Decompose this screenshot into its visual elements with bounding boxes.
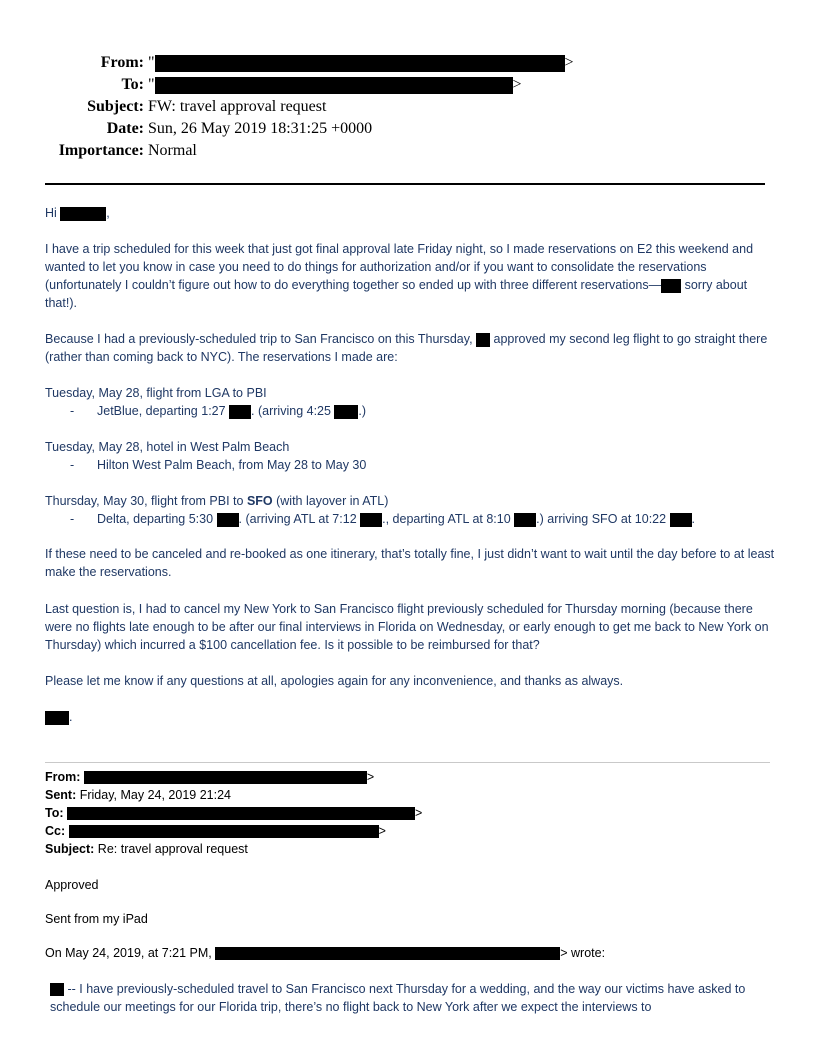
- to-bracket: >: [512, 76, 522, 93]
- redaction-block: [67, 807, 415, 820]
- fwd-subject-label: Subject:: [45, 842, 95, 856]
- reservation-1-title: Tuesday, May 28, flight from LGA to PBI: [45, 386, 267, 400]
- r1-end: .): [358, 404, 367, 418]
- paragraph-5: Please let me know if any questions at all, apologies again for any inconvenience, and thanks as always.: [45, 674, 624, 688]
- header-divider: [45, 183, 765, 185]
- reservation-3: [45, 492, 775, 528]
- bullet-dash: -: [70, 404, 75, 418]
- reservation-1-item: [45, 402, 775, 420]
- greeting: [45, 204, 775, 222]
- redaction-block: [215, 947, 560, 960]
- fwd-from-row: [45, 768, 770, 786]
- on-date-line: [45, 944, 770, 962]
- paragraph-4: Last question is, I had to cancel my New York to San Francisco flight previously scheduled for Thursday morning (because there were no flights late enough to be after our final interviews in Florida on Wednesday, or early enough to get me back to New York on Thursday) which incurred a $100 cancellation fee. Is it possible to be reimbursed for that?: [45, 602, 769, 652]
- signature-period: .: [69, 710, 73, 724]
- fwd-cc-bracket: >: [378, 824, 386, 838]
- redaction-block: [670, 513, 692, 527]
- greeting-comma: ,: [106, 206, 110, 220]
- redaction-block: [514, 513, 536, 527]
- paragraph-1-text: I have a trip scheduled for this week that just got final approval late Friday night, so I made reservations on E2 this weekend and wanted to let you know in case you need to do things for authorization and/or if you want to consolidate the reservations (unfortunately I couldn’t figure out how to do everything together so ended up with three different reservations—: [45, 242, 754, 292]
- r3-end: .: [691, 512, 696, 526]
- fwd-cc-label: Cc:: [45, 824, 66, 838]
- forward-separator: [45, 762, 770, 763]
- fwd-from-label: From:: [45, 770, 81, 784]
- fwd-from-bracket: >: [366, 770, 375, 784]
- fwd-subject-row: [45, 840, 770, 858]
- reservation-2-title: Tuesday, May 28, hotel in West Palm Beach: [45, 440, 290, 454]
- fwd-sent-value: Friday, May 24, 2019 21:24: [79, 788, 231, 802]
- bullet-dash: -: [70, 512, 75, 526]
- from-quote: ": [148, 54, 155, 71]
- redaction-block: [155, 77, 513, 94]
- header-from-row: [0, 52, 816, 74]
- r3-sfo-bold: SFO: [246, 494, 273, 508]
- to-value: [148, 74, 522, 96]
- r3-depart: Delta, departing 5:30: [97, 512, 217, 526]
- header-importance-row: [0, 140, 816, 162]
- fwd-sent-row: [45, 786, 770, 804]
- redaction-block: [476, 333, 490, 347]
- header-subject-row: [0, 96, 816, 118]
- header-to-row: [0, 74, 816, 96]
- reservation-2-item: [45, 456, 775, 474]
- header-date-row: [0, 118, 816, 140]
- paragraph-3: If these need to be canceled and re-booked as one itinerary, that’s totally fine, I just didn’t want to wait until the day before to at least make the reservations.: [45, 547, 775, 579]
- r3-title-end: (with layover in ATL): [272, 494, 389, 508]
- paragraph-2-end: approved my second leg flight to go straight there (rather than coming back to NYC). The reservations I made are:: [45, 332, 768, 364]
- fwd-sent-label: Sent:: [45, 788, 77, 802]
- redaction-block: [360, 513, 382, 527]
- date-label: Date:: [106, 120, 144, 137]
- r3-depart-atl: ., departing ATL at 8:10: [382, 512, 515, 526]
- from-bracket: >: [564, 54, 574, 71]
- reservation-2: [45, 438, 775, 474]
- forwarded-header: [45, 768, 770, 962]
- quoted-message: [50, 980, 770, 1016]
- fwd-to-bracket: >: [415, 806, 423, 820]
- to-label: To:: [121, 76, 144, 93]
- from-value: [148, 52, 574, 74]
- fwd-to-row: [45, 804, 770, 822]
- r3-arrive-sfo: .) arriving SFO at 10:22: [536, 512, 670, 526]
- redaction-block: [84, 771, 367, 784]
- redaction-block: [60, 207, 106, 221]
- approved-text: Approved: [45, 878, 99, 892]
- email-header: [0, 52, 816, 162]
- importance-label: Importance:: [58, 142, 144, 159]
- redaction-block: [50, 983, 64, 996]
- redaction-block: [229, 405, 251, 419]
- r3-title-text: Thursday, May 30, flight from PBI to: [45, 494, 247, 508]
- redaction-block: [45, 711, 69, 725]
- paragraph-2: [45, 330, 775, 366]
- redaction-block: [661, 279, 681, 293]
- fwd-subject-value: Re: travel approval request: [97, 842, 248, 856]
- greeting-text: Hi: [45, 206, 57, 220]
- sent-from-text: Sent from my iPad: [45, 912, 148, 926]
- redaction-block: [155, 55, 565, 72]
- paragraph-2-text: Because I had a previously-scheduled trip to San Francisco on this Thursday,: [45, 332, 477, 346]
- bullet-dash: -: [70, 458, 75, 472]
- subject-value: FW: travel approval request: [148, 98, 327, 115]
- r3-arrive-atl: . (arriving ATL at 7:12: [238, 512, 361, 526]
- r1-depart: JetBlue, departing 1:27: [97, 404, 230, 418]
- reservation-1: [45, 384, 775, 420]
- reservation-3-item: [45, 510, 775, 528]
- importance-value: Normal: [148, 142, 197, 159]
- redaction-block: [217, 513, 239, 527]
- r1-arrive: . (arriving 4:25: [251, 404, 335, 418]
- date-value: Sun, 26 May 2019 18:31:25 +0000: [148, 120, 373, 137]
- paragraph-1-end: sorry about that!).: [45, 278, 748, 310]
- from-label: From:: [100, 54, 144, 71]
- subject-label: Subject:: [87, 98, 144, 115]
- on-date-text: On May 24, 2019, at 7:21 PM,: [45, 946, 212, 960]
- r2-hotel: Hilton West Palm Beach, from May 28 to May 30: [97, 458, 367, 472]
- fwd-to-label: To:: [45, 806, 64, 820]
- to-quote: ": [148, 76, 155, 93]
- fwd-cc-row: [45, 822, 770, 840]
- wrote-text: > wrote:: [560, 946, 606, 960]
- quoted-text: -- I have previously-scheduled travel to San Francisco next Thursday for a wedding, and the way our victims have asked to schedule our meetings for our Florida trip, there’s no flight back to New York after we expect the interviews to: [50, 982, 746, 1014]
- redaction-block: [334, 405, 358, 419]
- reservation-3-title: [45, 492, 775, 510]
- redaction-block: [69, 825, 379, 838]
- signature: [45, 708, 775, 726]
- paragraph-1: [45, 240, 775, 312]
